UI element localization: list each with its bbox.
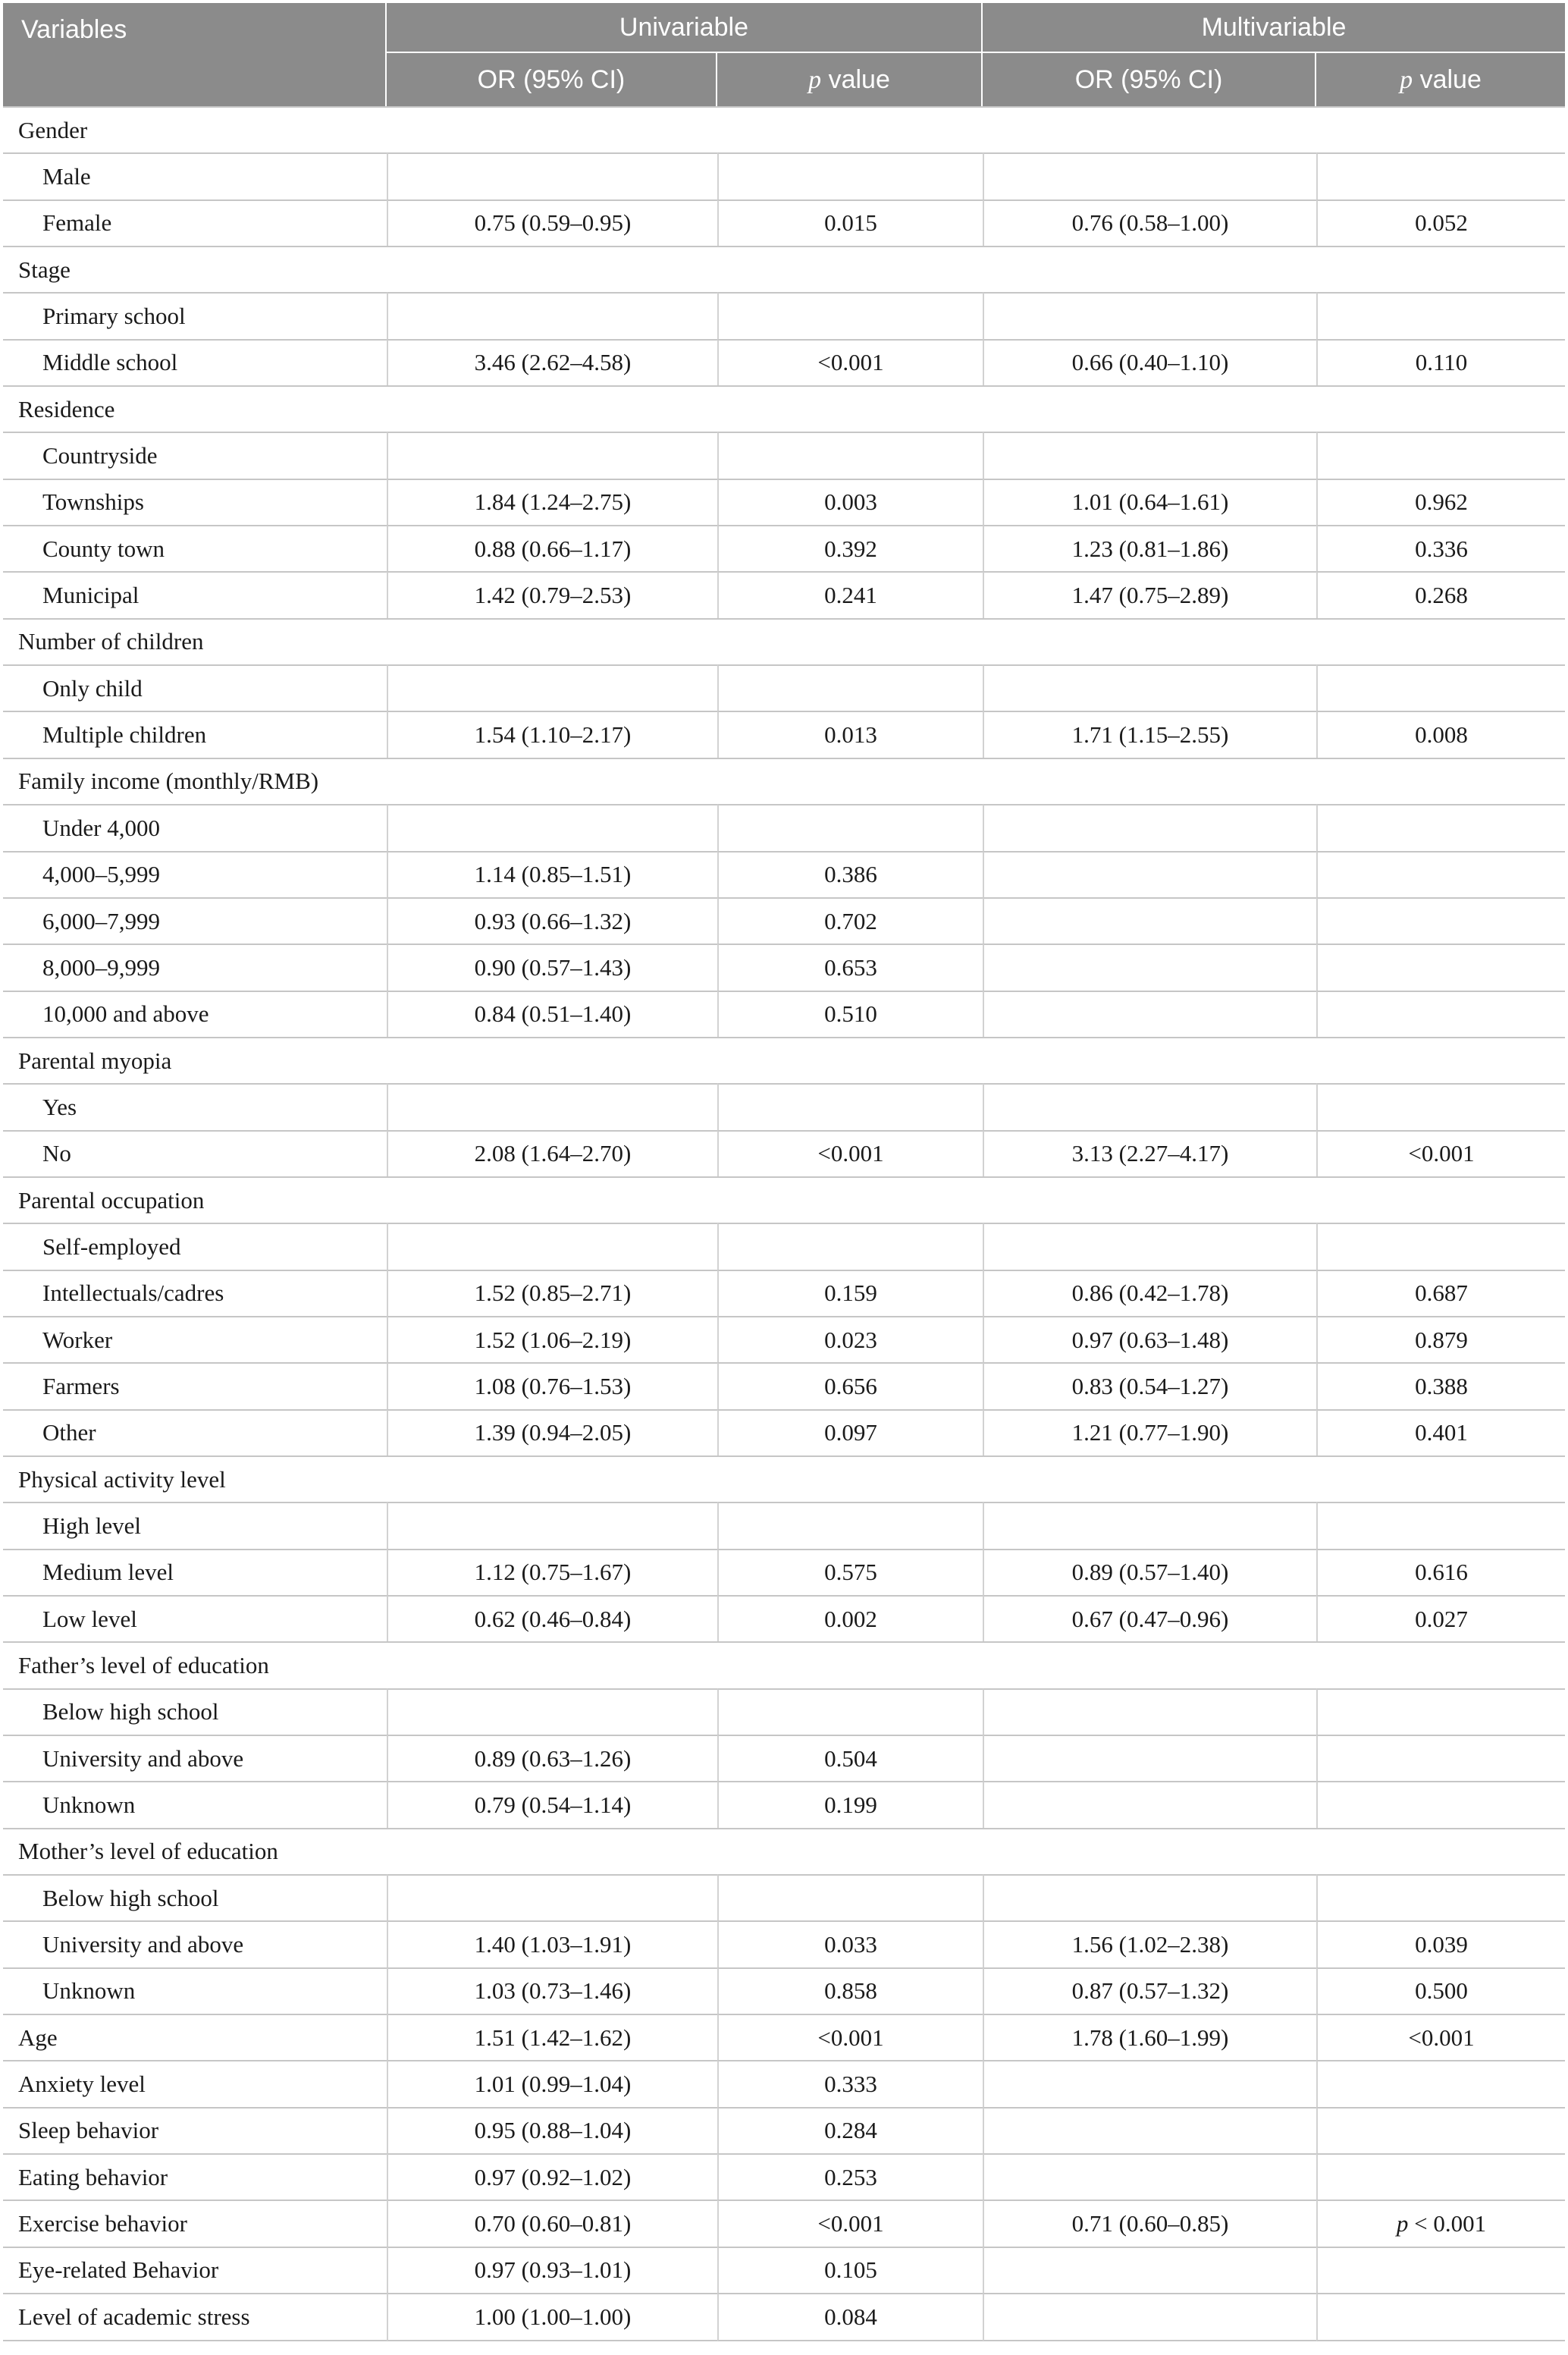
cell-uni-p: 0.199 xyxy=(717,1781,983,1827)
cell-multi-p: 0.401 xyxy=(1316,1409,1565,1455)
cell-uni-or: 1.00 (1.00–1.00) xyxy=(387,2293,717,2341)
cell-multi-p: 0.336 xyxy=(1316,525,1565,571)
header-uni-p-label xyxy=(717,53,983,106)
cell-multi-or xyxy=(983,851,1316,897)
cell-multi-p xyxy=(1316,1083,1565,1129)
regression-table xyxy=(3,3,1565,2341)
table-row xyxy=(3,664,1565,711)
cell-uni-p: 0.858 xyxy=(717,1967,983,2014)
cell-uni-p: 0.097 xyxy=(717,1409,983,1455)
table-row xyxy=(3,432,1565,478)
cell-variable: Medium level xyxy=(3,1549,387,1595)
cell-variable: 10,000 and above xyxy=(3,991,387,1037)
cell-variable: Eye-related Behavior xyxy=(3,2247,387,2293)
cell-multi-or: 1.71 (1.15–2.55) xyxy=(983,711,1316,757)
cell-uni-or: 0.70 (0.60–0.81) xyxy=(387,2200,717,2246)
table-row xyxy=(3,2107,1565,2153)
cell-uni-p: 0.013 xyxy=(717,711,983,757)
cell-variable: Under 4,000 xyxy=(3,804,387,850)
cell-multi-p xyxy=(1316,432,1565,478)
cell-uni-or: 0.75 (0.59–0.95) xyxy=(387,199,717,246)
table-row xyxy=(3,2293,1565,2341)
cell-variable: Sleep behavior xyxy=(3,2107,387,2153)
p-italic: p xyxy=(1400,65,1413,94)
cell-multi-or: 0.83 (0.54–1.27) xyxy=(983,1362,1316,1408)
cell-multi-or: 0.66 (0.40–1.10) xyxy=(983,339,1316,385)
category-row xyxy=(3,1455,1565,1502)
cell-variable: Eating behavior xyxy=(3,2153,387,2200)
cell-uni-p xyxy=(717,152,983,199)
cell-multi-p xyxy=(1316,2247,1565,2293)
cell-variable: Multiple children xyxy=(3,711,387,757)
category-row xyxy=(3,246,1565,292)
cell-variable: Unknown xyxy=(3,1967,387,2014)
table-row xyxy=(3,804,1565,850)
table-row xyxy=(3,1549,1565,1595)
category-label: Father’s level of education xyxy=(3,1641,1565,1688)
cell-uni-or: 1.08 (0.76–1.53) xyxy=(387,1362,717,1408)
cell-variable: Anxiety level xyxy=(3,2060,387,2106)
cell-variable: Unknown xyxy=(3,1781,387,1827)
category-label: Gender xyxy=(3,106,1565,152)
cell-uni-p: <0.001 xyxy=(717,1130,983,1176)
cell-uni-or: 0.88 (0.66–1.17) xyxy=(387,525,717,571)
cell-multi-or: 1.56 (1.02–2.38) xyxy=(983,1920,1316,1967)
category-row xyxy=(3,618,1565,664)
header-group-univariable: Univariable xyxy=(387,3,983,53)
header-multi-p-label xyxy=(1316,53,1565,106)
cell-uni-or: 1.12 (0.75–1.67) xyxy=(387,1549,717,1595)
cell-uni-or: 0.97 (0.93–1.01) xyxy=(387,2247,717,2293)
cell-multi-p: 0.879 xyxy=(1316,1316,1565,1362)
cell-uni-or xyxy=(387,1502,717,1548)
cell-multi-p: 0.110 xyxy=(1316,339,1565,385)
category-row xyxy=(3,106,1565,152)
table-row xyxy=(3,1362,1565,1408)
cell-multi-or xyxy=(983,152,1316,199)
cell-multi-p xyxy=(1316,2060,1565,2106)
cell-multi-p xyxy=(1316,152,1565,199)
cell-uni-or: 3.46 (2.62–4.58) xyxy=(387,339,717,385)
cell-multi-p: 0.268 xyxy=(1316,571,1565,617)
cell-uni-or xyxy=(387,152,717,199)
cell-uni-p: <0.001 xyxy=(717,2014,983,2060)
cell-uni-or xyxy=(387,432,717,478)
table-row xyxy=(3,199,1565,246)
cell-uni-or xyxy=(387,292,717,338)
p-rest: value xyxy=(821,64,890,94)
cell-variable: Age xyxy=(3,2014,387,2060)
p-italic: p xyxy=(808,65,822,94)
cell-multi-p xyxy=(1316,1502,1565,1548)
table-row xyxy=(3,2060,1565,2106)
cell-multi-p xyxy=(1316,991,1565,1037)
table-row xyxy=(3,1409,1565,1455)
category-label: Number of children xyxy=(3,618,1565,664)
cell-uni-or: 1.51 (1.42–1.62) xyxy=(387,2014,717,2060)
cell-uni-or: 1.42 (0.79–2.53) xyxy=(387,571,717,617)
cell-uni-p xyxy=(717,1874,983,1920)
cell-variable: University and above xyxy=(3,1920,387,1967)
table-row xyxy=(3,1130,1565,1176)
cell-multi-p xyxy=(1316,2107,1565,2153)
table-row xyxy=(3,1781,1565,1827)
cell-variable: Townships xyxy=(3,479,387,525)
cell-multi-or: 3.13 (2.27–4.17) xyxy=(983,1130,1316,1176)
cell-multi-or xyxy=(983,432,1316,478)
cell-multi-or xyxy=(983,1735,1316,1781)
cell-multi-p: 0.027 xyxy=(1316,1595,1565,1641)
cell-multi-p xyxy=(1316,804,1565,850)
cell-uni-p xyxy=(717,1083,983,1129)
cell-variable: University and above xyxy=(3,1735,387,1781)
cell-uni-p: 0.392 xyxy=(717,525,983,571)
cell-variable: Worker xyxy=(3,1316,387,1362)
cell-multi-or: 0.71 (0.60–0.85) xyxy=(983,2200,1316,2246)
cell-uni-p: <0.001 xyxy=(717,2200,983,2246)
table-header xyxy=(3,3,1565,106)
cell-uni-p: 0.504 xyxy=(717,1735,983,1781)
cell-multi-p: 0.500 xyxy=(1316,1967,1565,2014)
cell-multi-or xyxy=(983,2153,1316,2200)
cell-variable: Level of academic stress xyxy=(3,2293,387,2341)
cell-uni-or: 0.97 (0.92–1.02) xyxy=(387,2153,717,2200)
cell-uni-p xyxy=(717,804,983,850)
cell-multi-or: 1.78 (1.60–1.99) xyxy=(983,2014,1316,2060)
cell-multi-p: 0.039 xyxy=(1316,1920,1565,1967)
cell-multi-or xyxy=(983,897,1316,944)
cell-variable: 8,000–9,999 xyxy=(3,944,387,990)
table-row xyxy=(3,1083,1565,1129)
header-row-groups xyxy=(3,3,1565,53)
cell-multi-p xyxy=(1316,1735,1565,1781)
cell-multi-p xyxy=(1316,664,1565,711)
cell-multi-or xyxy=(983,1083,1316,1129)
cell-variable: Middle school xyxy=(3,339,387,385)
cell-multi-p: 0.008 xyxy=(1316,711,1565,757)
cell-multi-p xyxy=(1316,2153,1565,2200)
cell-multi-p xyxy=(1316,1223,1565,1269)
cell-uni-or xyxy=(387,1223,717,1269)
table-row xyxy=(3,1735,1565,1781)
table-row xyxy=(3,2247,1565,2293)
header-uni-or-label: OR (95% CI) xyxy=(387,53,717,106)
cell-uni-p: 0.023 xyxy=(717,1316,983,1362)
cell-variable: Female xyxy=(3,199,387,246)
cell-multi-p xyxy=(1316,1781,1565,1827)
table-row xyxy=(3,1316,1565,1362)
cell-multi-p: 0.616 xyxy=(1316,1549,1565,1595)
category-row xyxy=(3,1176,1565,1223)
table-row xyxy=(3,479,1565,525)
cell-uni-or: 1.03 (0.73–1.46) xyxy=(387,1967,717,2014)
cell-multi-or xyxy=(983,664,1316,711)
cell-multi-p xyxy=(1316,2293,1565,2341)
cell-uni-or: 1.14 (0.85–1.51) xyxy=(387,851,717,897)
cell-uni-p: 0.002 xyxy=(717,1595,983,1641)
cell-uni-or xyxy=(387,804,717,850)
table-row xyxy=(3,711,1565,757)
cell-uni-or xyxy=(387,1874,717,1920)
table-row xyxy=(3,944,1565,990)
cell-variable: Male xyxy=(3,152,387,199)
cell-multi-or: 0.86 (0.42–1.78) xyxy=(983,1270,1316,1316)
cell-multi-or: 0.89 (0.57–1.40) xyxy=(983,1549,1316,1595)
cell-multi-or xyxy=(983,1223,1316,1269)
category-row xyxy=(3,1828,1565,1874)
cell-multi-or: 1.47 (0.75–2.89) xyxy=(983,571,1316,617)
header-group-multivariable: Multivariable xyxy=(983,3,1565,53)
cell-uni-p: <0.001 xyxy=(717,339,983,385)
table-row xyxy=(3,1920,1565,1967)
cell-uni-p xyxy=(717,432,983,478)
cell-multi-or xyxy=(983,2293,1316,2341)
cell-uni-p xyxy=(717,1688,983,1735)
cell-multi-or xyxy=(983,2107,1316,2153)
cell-uni-p: 0.033 xyxy=(717,1920,983,1967)
cell-uni-p xyxy=(717,1223,983,1269)
cell-variable: 4,000–5,999 xyxy=(3,851,387,897)
table-row xyxy=(3,2200,1565,2246)
cell-uni-or: 2.08 (1.64–2.70) xyxy=(387,1130,717,1176)
cell-uni-p: 0.653 xyxy=(717,944,983,990)
cell-multi-or xyxy=(983,1781,1316,1827)
cell-multi-or xyxy=(983,944,1316,990)
cell-uni-p: 0.702 xyxy=(717,897,983,944)
cell-variable: No xyxy=(3,1130,387,1176)
cell-variable: Below high school xyxy=(3,1688,387,1735)
cell-uni-p: 0.003 xyxy=(717,479,983,525)
cell-multi-p: 0.052 xyxy=(1316,199,1565,246)
header-multi-or-label: OR (95% CI) xyxy=(983,53,1316,106)
cell-multi-p xyxy=(1316,1874,1565,1920)
category-label: Mother’s level of education xyxy=(3,1828,1565,1874)
table-row xyxy=(3,897,1565,944)
cell-multi-or: 0.87 (0.57–1.32) xyxy=(983,1967,1316,2014)
cell-uni-or: 0.93 (0.66–1.32) xyxy=(387,897,717,944)
table-row xyxy=(3,2153,1565,2200)
cell-multi-or xyxy=(983,1502,1316,1548)
table-row xyxy=(3,1688,1565,1735)
cell-multi-or xyxy=(983,991,1316,1037)
category-row xyxy=(3,758,1565,804)
category-row xyxy=(3,1641,1565,1688)
cell-uni-or: 0.95 (0.88–1.04) xyxy=(387,2107,717,2153)
cell-multi-p xyxy=(1316,897,1565,944)
cell-multi-p: <0.001 xyxy=(1316,1130,1565,1176)
cell-multi-or xyxy=(983,1688,1316,1735)
cell-multi-p: 0.687 xyxy=(1316,1270,1565,1316)
cell-multi-p: 0.962 xyxy=(1316,479,1565,525)
cell-uni-p xyxy=(717,1502,983,1548)
cell-variable: County town xyxy=(3,525,387,571)
cell-variable: 6,000–7,999 xyxy=(3,897,387,944)
table-row xyxy=(3,571,1565,617)
cell-uni-or: 1.01 (0.99–1.04) xyxy=(387,2060,717,2106)
cell-uni-p: 0.084 xyxy=(717,2293,983,2341)
cell-uni-p: 0.159 xyxy=(717,1270,983,1316)
cell-uni-or: 1.54 (1.10–2.17) xyxy=(387,711,717,757)
table-row xyxy=(3,1967,1565,2014)
table-row xyxy=(3,851,1565,897)
p-rest: value xyxy=(1413,64,1482,94)
category-row xyxy=(3,1037,1565,1083)
cell-multi-or: 1.01 (0.64–1.61) xyxy=(983,479,1316,525)
cell-uni-p: 0.510 xyxy=(717,991,983,1037)
cell-uni-p: 0.105 xyxy=(717,2247,983,2293)
cell-variable: Below high school xyxy=(3,1874,387,1920)
cell-uni-or: 0.84 (0.51–1.40) xyxy=(387,991,717,1037)
cell-multi-or: 0.97 (0.63–1.48) xyxy=(983,1316,1316,1362)
cell-uni-or xyxy=(387,1083,717,1129)
cell-uni-p xyxy=(717,292,983,338)
cell-uni-p xyxy=(717,664,983,711)
cell-variable: Municipal xyxy=(3,571,387,617)
cell-uni-p: 0.253 xyxy=(717,2153,983,2200)
cell-multi-or: 0.76 (0.58–1.00) xyxy=(983,199,1316,246)
table-row xyxy=(3,339,1565,385)
cell-uni-p: 0.284 xyxy=(717,2107,983,2153)
cell-multi-or: 1.21 (0.77–1.90) xyxy=(983,1409,1316,1455)
cell-variable: Low level xyxy=(3,1595,387,1641)
p-italic: p xyxy=(1396,2210,1409,2237)
cell-variable: Primary school xyxy=(3,292,387,338)
table-row xyxy=(3,292,1565,338)
cell-uni-or: 0.89 (0.63–1.26) xyxy=(387,1735,717,1781)
cell-variable: Exercise behavior xyxy=(3,2200,387,2246)
table-row xyxy=(3,1874,1565,1920)
cell-uni-or: 0.90 (0.57–1.43) xyxy=(387,944,717,990)
cell-variable: High level xyxy=(3,1502,387,1548)
cell-uni-or xyxy=(387,664,717,711)
cell-multi-or xyxy=(983,292,1316,338)
cell-uni-p: 0.241 xyxy=(717,571,983,617)
table-row xyxy=(3,1502,1565,1548)
cell-uni-or: 1.39 (0.94–2.05) xyxy=(387,1409,717,1455)
category-label: Stage xyxy=(3,246,1565,292)
cell-uni-or: 0.79 (0.54–1.14) xyxy=(387,1781,717,1827)
table-row xyxy=(3,1595,1565,1641)
cell-variable: Only child xyxy=(3,664,387,711)
table-row xyxy=(3,991,1565,1037)
cell-uni-p: 0.386 xyxy=(717,851,983,897)
table-row xyxy=(3,1223,1565,1269)
cell-multi-p xyxy=(1316,851,1565,897)
category-label: Residence xyxy=(3,385,1565,432)
cell-multi-p: p < 0.001 xyxy=(1316,2200,1565,2246)
cell-multi-p xyxy=(1316,1688,1565,1735)
cell-uni-p: 0.656 xyxy=(717,1362,983,1408)
cell-multi-or xyxy=(983,1874,1316,1920)
cell-variable: Countryside xyxy=(3,432,387,478)
cell-variable: Other xyxy=(3,1409,387,1455)
category-row xyxy=(3,385,1565,432)
cell-multi-or xyxy=(983,2247,1316,2293)
cell-variable: Intellectuals/cadres xyxy=(3,1270,387,1316)
cell-multi-or xyxy=(983,2060,1316,2106)
header-variables: Variables xyxy=(3,3,387,106)
cell-uni-or: 0.62 (0.46–0.84) xyxy=(387,1595,717,1641)
table-body xyxy=(3,106,1565,2341)
category-label: Parental myopia xyxy=(3,1037,1565,1083)
cell-multi-p xyxy=(1316,292,1565,338)
cell-uni-p: 0.015 xyxy=(717,199,983,246)
cell-uni-or xyxy=(387,1688,717,1735)
table-row xyxy=(3,1270,1565,1316)
category-label: Parental occupation xyxy=(3,1176,1565,1223)
cell-multi-or: 0.67 (0.47–0.96) xyxy=(983,1595,1316,1641)
cell-uni-p: 0.575 xyxy=(717,1549,983,1595)
cell-multi-or xyxy=(983,804,1316,850)
table-row xyxy=(3,152,1565,199)
table-row xyxy=(3,525,1565,571)
cell-uni-or: 1.84 (1.24–2.75) xyxy=(387,479,717,525)
cell-uni-or: 1.52 (0.85–2.71) xyxy=(387,1270,717,1316)
cell-multi-p: 0.388 xyxy=(1316,1362,1565,1408)
table-row xyxy=(3,2014,1565,2060)
category-label: Family income (monthly/RMB) xyxy=(3,758,1565,804)
cell-multi-p xyxy=(1316,944,1565,990)
cell-uni-or: 1.40 (1.03–1.91) xyxy=(387,1920,717,1967)
category-label: Physical activity level xyxy=(3,1455,1565,1502)
cell-variable: Self-employed xyxy=(3,1223,387,1269)
cell-multi-or: 1.23 (0.81–1.86) xyxy=(983,525,1316,571)
cell-multi-p: <0.001 xyxy=(1316,2014,1565,2060)
cell-uni-p: 0.333 xyxy=(717,2060,983,2106)
cell-variable: Yes xyxy=(3,1083,387,1129)
cell-variable: Farmers xyxy=(3,1362,387,1408)
cell-uni-or: 1.52 (1.06–2.19) xyxy=(387,1316,717,1362)
